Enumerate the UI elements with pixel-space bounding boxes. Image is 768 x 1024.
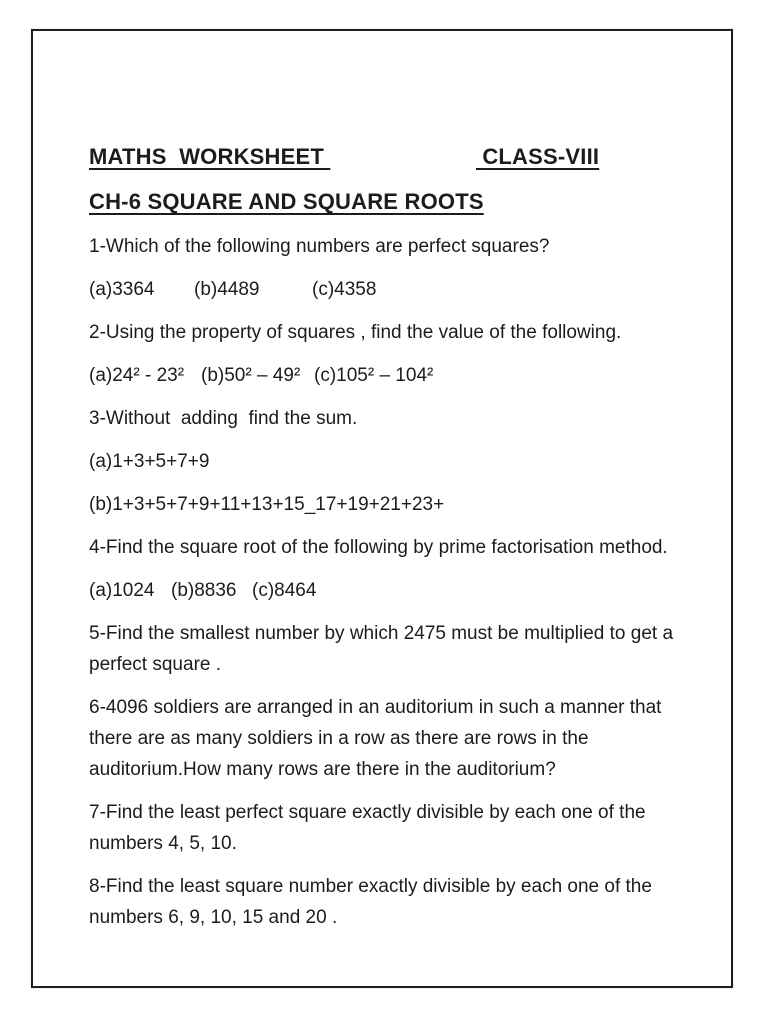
worksheet-content xyxy=(33,31,731,933)
question-2-text: 2-Using the property of squares , find the value of the following. xyxy=(89,322,622,343)
q2-option-a: (a)24² - 23² xyxy=(89,365,185,386)
question-5-text xyxy=(89,618,691,680)
q8-line-2: numbers 6, 9, 10, 15 and 20 . xyxy=(89,907,338,928)
q1-option-b: (b)4489 xyxy=(194,279,260,300)
q7-line-2: numbers 4, 5, 10. xyxy=(89,833,237,854)
question-7-text xyxy=(89,797,691,859)
q2-option-c: (c)105² – 104² xyxy=(314,365,434,386)
question-1-text: 1-Which of the following numbers are perfect squares? xyxy=(89,236,550,257)
chapter-heading: CH-6 SQUARE AND SQUARE ROOTS xyxy=(89,189,484,214)
question-3-text: 3-Without adding find the sum. xyxy=(89,408,358,429)
question-2-options xyxy=(89,360,691,391)
chapter-heading-row xyxy=(89,186,691,218)
question-3-part-b: (b)1+3+5+7+9+11+13+15_17+19+21+23+ xyxy=(89,494,445,515)
q8-line-1: 8-Find the least square number exactly divisible by each one of the xyxy=(89,876,652,897)
question-4-text: 4-Find the square root of the following by prime factorisation method. xyxy=(89,537,668,558)
worksheet-title: MATHS WORKSHEET xyxy=(89,144,331,169)
q6-line-2: there are as many soldiers in a row as there are rows in the xyxy=(89,728,589,749)
q6-line-1: 6-4096 soldiers are arranged in an auditorium in such a manner that xyxy=(89,697,662,718)
q5-line-1: 5-Find the smallest number by which 2475 must be multiplied to get a xyxy=(89,623,674,644)
worksheet-title-row xyxy=(89,141,691,173)
q4-option-c: (c)8464 xyxy=(252,580,317,601)
q7-line-1: 7-Find the least perfect square exactly divisible by each one of the xyxy=(89,802,646,823)
question-6-text xyxy=(89,692,691,785)
q6-line-3: auditorium.How many rows are there in the auditorium? xyxy=(89,759,556,780)
class-label: CLASS-VIII xyxy=(476,144,600,169)
q1-option-a: (a)3364 xyxy=(89,279,155,300)
q4-option-a: (a)1024 xyxy=(89,580,155,601)
question-8-text xyxy=(89,871,691,933)
question-1-options xyxy=(89,274,691,305)
q1-option-c: (c)4358 xyxy=(312,279,377,300)
question-4-options xyxy=(89,575,691,606)
question-3-part-a: (a)1+3+5+7+9 xyxy=(89,451,210,472)
q2-option-b: (b)50² – 49² xyxy=(201,365,301,386)
q4-option-b: (b)8836 xyxy=(171,580,237,601)
worksheet-page xyxy=(31,29,733,988)
q5-line-2: perfect square . xyxy=(89,654,222,675)
